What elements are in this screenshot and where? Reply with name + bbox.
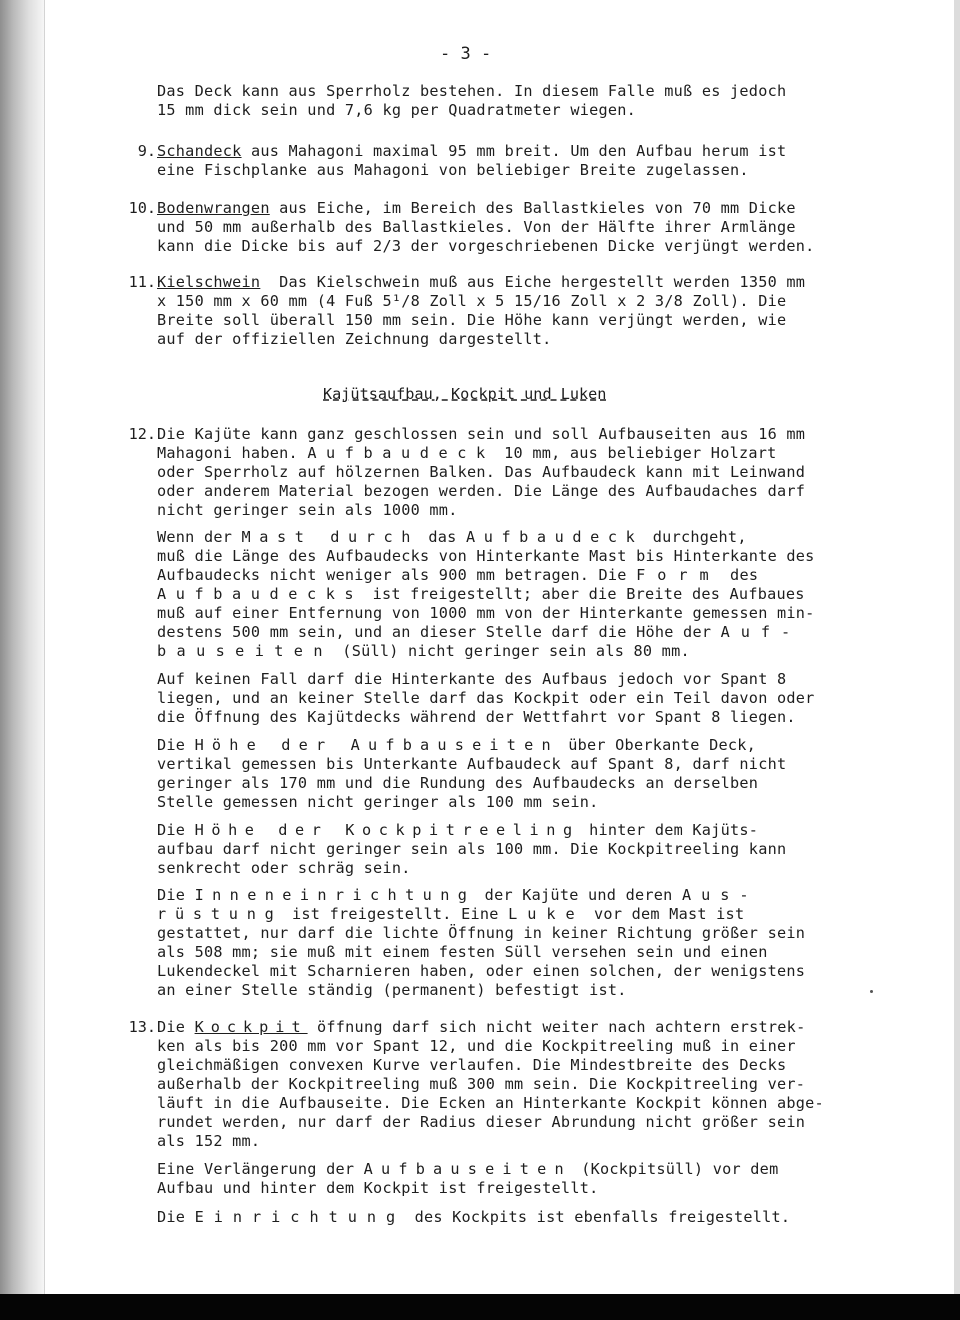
text-line: rundet werden, nur darf der Radius dieser Abrundung nicht größer sein (157, 1113, 806, 1131)
paragraph-deck (157, 82, 903, 120)
text-line: an einer Stelle ständig (permanent) befestigt ist. (157, 981, 627, 999)
text-line: liegen, und an keiner Stelle darf das Kockpit oder ein Teil davon oder (157, 689, 815, 707)
text-span: Die (157, 821, 195, 839)
spaced-term-ruestung: rüstung (157, 905, 283, 923)
text-span: (Süll) nicht geringer sein als 80 mm. (332, 642, 690, 660)
text-span: Wenn der (157, 528, 242, 546)
text-line: gleichmäßigen convexen Kurve verlaufen. Die Mindestbreite des Decks (157, 1056, 787, 1074)
text-line: Das Deck kann aus Sperrholz bestehen. In diesem Falle muß es jedoch (157, 82, 787, 100)
text-line: Breite soll überall 150 mm sein. Die Höhe kann verjüngt werden, wie (157, 311, 787, 329)
term-kielschwein: Kielschwein (157, 273, 261, 291)
text-line: als 152 mm. (157, 1132, 261, 1150)
text-span: vor dem Mast ist (584, 905, 745, 923)
text-line: und 50 mm außerhalb des Ballastkieles. Von der Hälfte ihrer Armlänge (157, 218, 796, 236)
text-line: aus Mahagoni maximal 95 mm breit. Um den Aufbau herum ist (241, 142, 787, 160)
text-span: (Kockpitsüll) vor dem (571, 1160, 779, 1178)
text-line: Das Kielschwein muß aus Eiche hergestellt werden 1350 mm (260, 273, 806, 291)
text-line: Lukendeckel mit Scharnieren haben, oder einen solchen, der wenigstens (157, 962, 806, 980)
spaced-term-auf: Auf- (720, 623, 802, 641)
spaced-term-aufbaudeck: Aufbaudeck (465, 528, 644, 546)
text-line: auf der offiziellen Zeichnung dargestellt. (157, 330, 552, 348)
item-number-13: 13. (128, 1018, 156, 1036)
section-heading (323, 385, 606, 404)
text-line: x 150 mm x 60 mm (4 Fuß 5¹/8 Zoll x 5 15/16 Zoll x 2 3/8 Zoll). Die (157, 292, 787, 310)
spaced-term-aufbaudecks: Aufbaudecks (157, 585, 364, 603)
text-line: außerhalb der Kockpitreeling muß 300 mm sein. Die Kockpitreeling ver- (157, 1075, 806, 1093)
text-span: Die (157, 736, 195, 754)
spine-edge-line (44, 0, 45, 1300)
text-line: geringer als 170 mm und die Rundung des Aufbaudecks an derselben (157, 774, 759, 792)
text-line: Stelle gemessen nicht geringer als 100 mm sein. (157, 793, 599, 811)
spaced-term-kockpit: Kockpit (194, 1018, 308, 1036)
item-number-11: 11. (128, 273, 156, 291)
paragraph-verlaengerung (157, 1160, 903, 1198)
text-span: öffnung darf sich nicht weiter nach achtern erstrek- (307, 1018, 806, 1036)
paragraph-einrichtung (157, 1208, 903, 1227)
spaced-term-hoehe-der-aufbauseiten: Höhe der Aufbauseiten (194, 736, 559, 754)
text-span: Die (157, 1208, 195, 1226)
text-line: oder Sperrholz auf hölzernen Balken. Das Aufbaudeck kann mit Leinwand (157, 463, 806, 481)
text-line: Die Kajüte kann ganz geschlossen sein und soll Aufbauseiten aus 16 mm (157, 425, 806, 443)
text-span: Eine Verlängerung der (157, 1160, 364, 1178)
paragraph-hinterkante (157, 670, 903, 727)
text-line: gestattet, nur darf die lichte Öffnung in keiner Richtung größer sein (157, 924, 806, 942)
text-line: kann die Dicke bis auf 2/3 der vorgeschriebenen Dicke verjüngt werden. (157, 237, 815, 255)
item-number-12: 12. (128, 425, 156, 443)
page-number: - 3 - (440, 44, 492, 64)
term-schandeck: Schandeck (157, 142, 242, 160)
text-span: der Kajüte und deren (475, 886, 682, 904)
item-number-10: 10. (128, 199, 156, 217)
page-right-edge (954, 0, 960, 1300)
term-bodenwrangen: Bodenwrangen (157, 199, 270, 217)
text-line: Aufbau und hinter dem Kockpit ist freigestellt. (157, 1179, 599, 1197)
text-span: destens 500 mm sein, und an dieser Stelle darf die Höhe der (157, 623, 721, 641)
text-span: über Oberkante Deck, (558, 736, 757, 754)
paragraph-inneneinrichtung (157, 886, 903, 1000)
text-line: läuft in die Aufbauseite. Die Ecken an Hinterkante Kockpit können abge- (157, 1094, 824, 1112)
spaced-term-aus: Aus- (681, 886, 759, 904)
text-span: durchgeht, (643, 528, 747, 546)
text-line: senkrecht oder schräg sein. (157, 859, 411, 877)
text-span: ist freigestellt; aber die Breite des Aufbaues (363, 585, 805, 603)
paragraph-kockpit (157, 1018, 903, 1151)
spaced-term-aufbaudeck: Aufbaudeck (307, 444, 495, 462)
text-span: Die (157, 1018, 195, 1036)
text-line: vertikal gemessen bis Unterkante Aufbaudeck auf Spant 8, darf nicht (157, 755, 787, 773)
text-line: aufbau darf nicht geringer sein als 100 mm. Die Kockpitreeling kann (157, 840, 787, 858)
paragraph-kockpitreeling (157, 821, 903, 878)
text-line: ken als bis 200 mm vor Spant 12, und die Kockpitreeling muß in einer (157, 1037, 796, 1055)
text-span: des Kockpits ist ebenfalls freigestellt. (405, 1208, 791, 1226)
text-line: oder anderem Material bezogen werden. Die Länge des Aufbaudaches darf (157, 482, 806, 500)
text-line: 15 mm dick sein und 7,6 kg per Quadratmeter wiegen. (157, 101, 637, 119)
text-span: ist freigestellt. Eine (282, 905, 509, 923)
book-spine-shadow (0, 0, 44, 1320)
text-line: Auf keinen Fall darf die Hinterkante des Aufbaus jedoch vor Spant 8 (157, 670, 787, 688)
paragraph-hoehe-aufbauseiten (157, 736, 903, 812)
text-span: Mahagoni haben. (157, 444, 308, 462)
text-line: die Öffnung des Kajütdecks während der Wettfahrt vor Spant 8 liegen. (157, 708, 796, 726)
spaced-term-inneneinrichtung: Inneneinrichtung (194, 886, 476, 904)
text-line: aus Eiche, im Bereich des Ballastkieles von 70 mm Dicke (269, 199, 796, 217)
spaced-term-luke: Luke (508, 905, 585, 923)
text-span: 10 mm, aus beliebiger Holzart (494, 444, 777, 462)
text-span: hinter dem Kajüts- (579, 821, 759, 839)
paragraph-schandeck (157, 142, 903, 180)
spaced-term-einrichtung: Einrichtung (194, 1208, 406, 1226)
speck-mark (870, 990, 873, 993)
heading-text: Kajütsaufbau, Kockpit und Luken (323, 385, 607, 403)
text-line: eine Fischplanke aus Mahagoni von beliebiger Breite zugelassen. (157, 161, 749, 179)
text-span: Die (157, 886, 195, 904)
text-line: muß die Länge des Aufbaudecks von Hinterkante Mast bis Hinterkante des (157, 547, 815, 565)
spaced-term-aufbauseiten: Aufbauseiten (363, 1160, 572, 1178)
spaced-term-mast-durch: Mast durch (241, 528, 419, 546)
spaced-term-hoehe-der-kockpitreeling: Höhe der Kockpitreeling (194, 821, 580, 839)
paragraph-bodenwrangen (157, 199, 903, 256)
text-span: des (720, 566, 759, 584)
paragraph-kielschwein (157, 273, 903, 349)
text-span: Aufbaudecks nicht weniger als 900 mm betragen. Die (157, 566, 637, 584)
spaced-term-bauseiten: bauseiten (157, 642, 333, 660)
paragraph-kajuete (157, 425, 903, 520)
text-line: nicht geringer sein als 1000 mm. (157, 501, 458, 519)
spaced-term-form: Form (636, 566, 721, 584)
text-line: muß auf einer Entfernung von 1000 mm von der Hinterkante gemessen min- (157, 604, 815, 622)
text-line: als 508 mm; sie muß mit einem festen Süll versehen sein und einen (157, 943, 768, 961)
item-number-9: 9. (137, 142, 156, 160)
text-span: das (418, 528, 466, 546)
paragraph-mast (157, 528, 903, 661)
scan-bottom-border (0, 1294, 960, 1320)
